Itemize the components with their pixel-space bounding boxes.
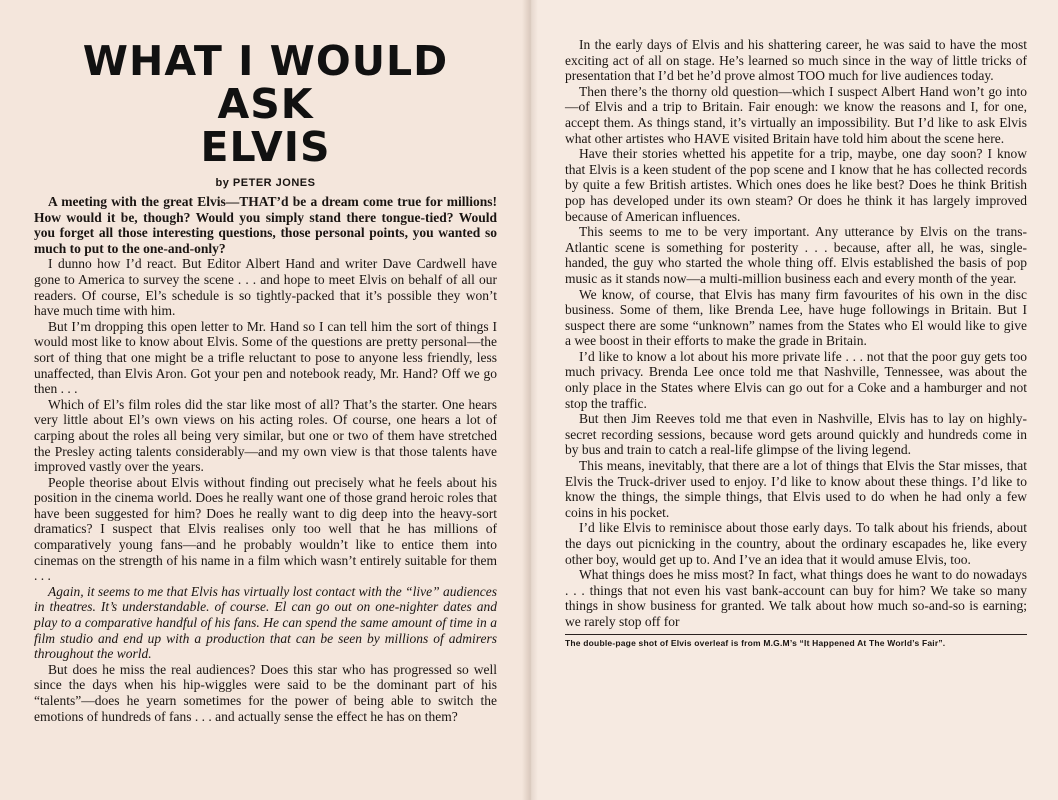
body-paragraph: I dunno how I’d react. But Editor Albert Hand and writer Dave Cardwell have gone to America to survey the scene . . . and hope to meet Elvis on behalf of all our readers. Of course, El’s schedule is so tightly-packed that it’s possible they won’t have much time with him. — [34, 256, 497, 319]
headline-line-2: ELVIS — [200, 123, 331, 171]
body-paragraph: I’d like Elvis to reminisce about those early days. To talk about his friends, about the days out picnicking in the country, about the ordinary escapades he, like every other boy, would get up to. And I’ve an idea that it would amuse Elvis, too. — [565, 520, 1027, 567]
body-paragraph: Then there’s the thorny old question—which I suspect Albert Hand won’t go into—of Elvis and a trip to Britain. Fair enough: we know the reasons and I, for one, accept them. As things stand, it’s virtually an impossibility. But I’d like to ask Elvis what other artistes who HAVE visited Britain have told him about the scene here. — [565, 83, 1027, 146]
body-paragraph: People theorise about Elvis without finding out precisely what he feels about his position in the cinema world. Does he really want one of those grand heroic roles that have been suggested for him? Does he really want to dig deep into the heavy-sort dramatics? I suspect that Elvis realises only too well that he has millions of comparatively young fans—and he probably wouldn’t like to entice them into cinemas on the strength of his name in a film which wasn’t entirely suitable for them . . . — [34, 474, 497, 584]
page-gutter — [522, 0, 538, 800]
italic-paragraph: Again, it seems to me that Elvis has virtually lost contact with the “live” audiences in theatres. It’s understandable. of course. El can go out on one-nighter dates and play to a comparative handful of his fans. He can spend the same amount of time in a film studio and end up with a production that can be seen by millions of admirers throughout the world. — [34, 583, 497, 662]
body-paragraph: What things does he miss most? In fact, what things does he want to do nowadays . . . things that not even his vast bank-account can buy for him? We take so many things in show business for granted. We talk about how much so-and-so is earning; we rarely stop off for — [565, 567, 1027, 629]
body-paragraph: I’d like to know a lot about his more private life . . . not that the poor guy gets too much privacy. Brenda Lee once told me that Nashville, Tennessee, was about the only place in the States where Elvis can go out for a Coke and a hamburger and not stop the traffic. — [565, 348, 1027, 411]
body-paragraph: Which of El’s film roles did the star like most of all? That’s the starter. One hears very little about El’s own views on his acting roles. Of course, one hears a lot of carping about the roles all being very similar, but one or two of them have stretched the Presley acting talents considerably—and my own view is that those talents have improved vastly over the years. — [34, 396, 497, 475]
body-paragraph: Have their stories whetted his appetite for a trip, maybe, one day soon? I know that Elvis is a keen student of the pop scene and I know that he has collected records by quite a few British artistes. Which ones does he like best? Does he think British pop has developed under its own steam? Or does he think it has largely improved because of American influences. — [565, 146, 1027, 224]
headline-line-1: WHAT I WOULD ASK — [82, 37, 449, 128]
photo-caption: The double-page shot of Elvis overleaf is from M.G.M’s “It Happened At The World’s Fair”. — [565, 637, 946, 648]
article-headline — [34, 37, 497, 171]
right-page — [529, 0, 1058, 800]
byline: by PETER JONES — [215, 177, 316, 189]
body-paragraph: But does he miss the real audiences? Does this star who has progressed so well since the days when his hip-wiggles were said to be the dominant part of his “talents”—does he yearn sometimes for the power of being able to switch the emotions of hundreds of fans . . . and actually sense the effect he has on them? — [34, 661, 497, 724]
body-paragraph: In the early days of Elvis and his shattering career, he was said to have the most exciting act of all on stage. He’s learned so much since in the way of little tricks of presentation that I’d bet he’d prove almost TOO much for live audiences today. — [565, 37, 1027, 84]
body-paragraph: This means, inevitably, that there are a lot of things that Elvis the Star misses, that Elvis the Truck-driver used to enjoy. I’d like to know about these things. I’d like to know the things, the simple things, that Elvis used to do when he had only a few coins in his pocket. — [565, 458, 1027, 520]
lead-paragraph: A meeting with the great Elvis—THAT’d be a dream come true for millions! How would it be, though? Would you simply stand there tongue-tied? Would you forget all those interesting questions, those personal points, you wanted so much to put to the one-and-only? — [34, 194, 497, 256]
body-paragraph: This seems to me to be very important. Any utterance by Elvis on the trans-Atlantic scene is something for posterity . . . because, after all, he was, single-handed, the guy who started the whole thing off. Elvis established the basis of pop music as it stands now—a multi-million business each and every month of the year. — [565, 224, 1027, 286]
body-paragraph: But I’m dropping this open letter to Mr. Hand so I can tell him the sort of things I would most like to know about Elvis. Some of the questions are pretty personal—the sort of thing that one might be a trifle reluctant to pose to anyone less friendly, less unaffected, than Elvis Aron. Got your pen and notebook ready, Mr. Hand? Off we go then . . . — [34, 318, 497, 397]
body-paragraph: We know, of course, that Elvis has many firm favourites of his own in the disc business. Some of them, like Brenda Lee, have huge followings in Britain. But I suspect there are some “unknown” names from the States who El would like to give a wee boost in their efforts to make the grade in Britain. — [565, 286, 1027, 349]
body-paragraph: But then Jim Reeves told me that even in Nashville, Elvis has to lay on highly-secret recording sessions, because word gets around quickly and hundreds come in by bus and train to catch a real-life glimpse of the living legend. — [565, 411, 1027, 458]
